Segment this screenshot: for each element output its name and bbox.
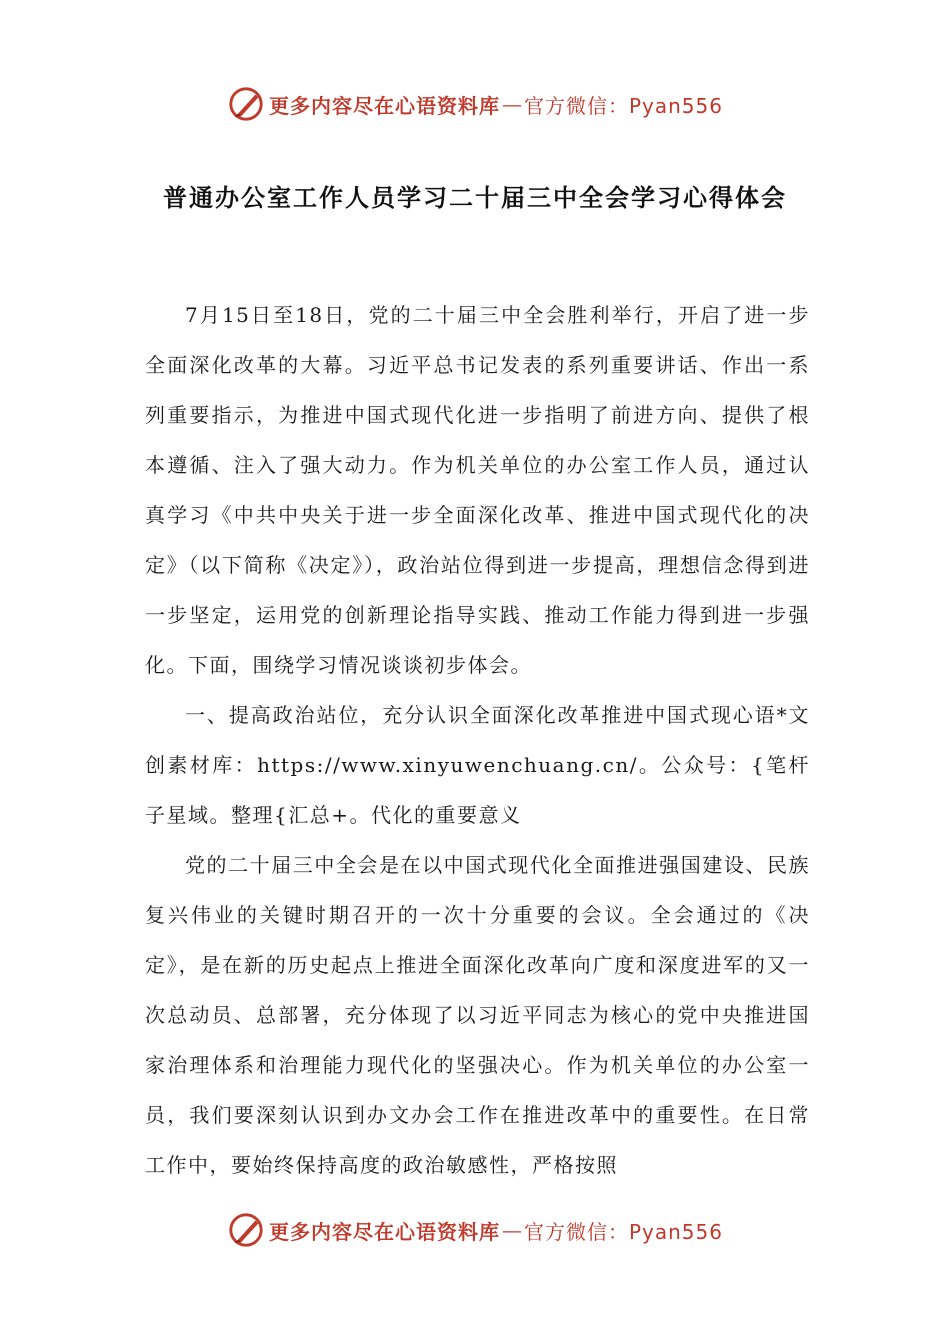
banner-brand: 更多内容尽在心语资料库	[268, 93, 500, 118]
paragraph: 7月15日至18日，党的二十届三中全会胜利举行，开启了进一步全面深化改革的大幕。习近平总书记发表的系列重要讲话、作出一系列重要指示，为推进中国式现代化进一步指明了前进方向、提供了根本遵循、注入了强大动力。作为机关单位的办公室工作人员，通过认真学习《中共中央关于进一步全面深化改革、推进中国式现代化的决定》（以下简称《决定》），政治站位得到进一步提高，理想信念得到进一步坚定，运用党的创新理论指导实践、推动工作能力得到进一步强化。下面，围绕学习情况谈谈初步体会。	[145, 303, 810, 677]
header-banner	[0, 82, 950, 126]
banner-wechat: 官方微信：Pyan556	[523, 1219, 723, 1244]
banner-separator: —	[501, 1218, 522, 1242]
pen-logo-icon	[227, 1211, 265, 1249]
banner-brand: 更多内容尽在心语资料库	[268, 1219, 500, 1244]
banner-separator: —	[501, 92, 522, 116]
document-title: 普通办公室工作人员学习二十届三中全会学习心得体会	[163, 183, 787, 212]
paragraph: 一、提高政治站位，充分认识全面深化改革推进中国式现心语*文创素材库：https://www.xinyuwenchuang.cn/。公众号：{笔杆子星域。整理{汇总+。代化的重要意义	[145, 703, 810, 827]
pen-logo-icon	[227, 85, 265, 123]
banner-wechat: 官方微信：Pyan556	[523, 93, 723, 118]
footer-banner	[0, 1208, 950, 1252]
document-body	[145, 290, 810, 1190]
paragraph: 党的二十届三中全会是在以中国式现代化全面推进强国建设、民族复兴伟业的关键时期召开的一次十分重要的会议。全会通过的《决定》，是在新的历史起点上推进全面深化改革向广度和深度进军的又一次总动员、总部署，充分体现了以习近平同志为核心的党中央推进国家治理体系和治理能力现代化的坚强决心。作为机关单位的办公室一员，我们要深刻认识到办文办会工作在推进改革中的重要性。在日常工作中，要始终保持高度的政治敏感性，严格按照	[145, 853, 810, 1177]
